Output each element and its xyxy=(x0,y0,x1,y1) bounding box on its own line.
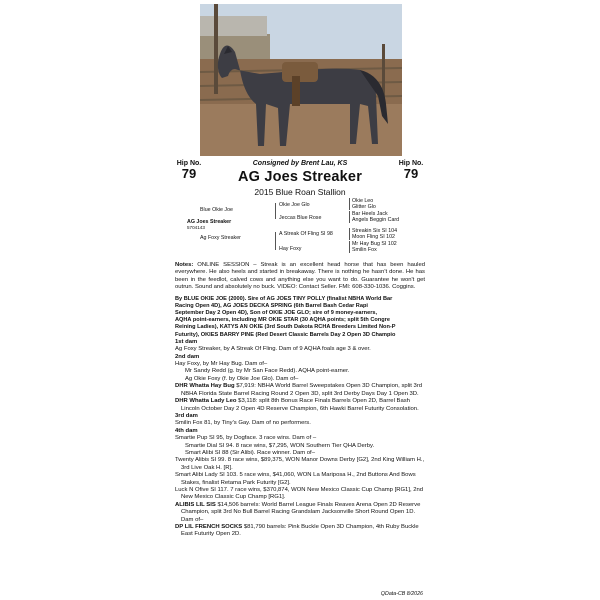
produce-name: ALIBIS LIL SIS xyxy=(175,501,216,508)
fourth-dam-heading: 4th dam xyxy=(175,427,198,434)
fourth-dam-line: Luck N Ofive SI 117. 7 race wins, $370,874, WON New Mexico Classic Cup Champ [RG1], 2nd New Mexico Classic Cup Champ [RG1]. xyxy=(175,486,424,501)
ped-ss: Okie Joe Glo xyxy=(279,202,310,208)
ped-sdd: Angels Beggin Card xyxy=(352,217,400,223)
produce-name: DP LIL FRENCH SOCKS xyxy=(175,524,243,530)
ped-dds: Mr Hay Bug SI 102 xyxy=(352,241,397,247)
first-dam-heading: 1st dam xyxy=(175,338,198,345)
ped-bracket-3 xyxy=(349,198,350,210)
ped-sire: Blue Okie Joe xyxy=(200,207,233,213)
sire-line: By BLUE OKIE JOE (2000). Sire of AG JOES TINY POLLY (finalist NBHA World Bar xyxy=(175,295,393,302)
notes-text: ONLINE SESSION – Streak is an excellent head horse that has been hauled everywhere. He also heels and started in breakaway. There is nothing he hasn't done. He has been in the feedlot, calved cows and anything else you want to do. Guarantee he won't get outrun. Sound and absolutely no buck. VIDEO: Contact Seller. FMI: 608-330-1036. Coggins. xyxy=(175,262,425,291)
ped-dsd: Moon Fling SI 102 xyxy=(352,234,395,240)
notes-label: Notes: xyxy=(175,262,194,268)
ped-reg-number: 5704143 xyxy=(187,225,205,230)
ped-bracket-1 xyxy=(275,203,276,219)
footer-credit: QData-CB 8/2026 xyxy=(380,591,423,597)
sire-line: Futurity), OKIES BARRY PINE (Red Desert Classic Barrels Day 2 Open 3D Champio xyxy=(175,331,396,338)
ped-bracket-2 xyxy=(275,232,276,250)
fourth-dam-line: Smartie Pup SI 95, by Dogface. 3 race wins. Dam of – xyxy=(175,435,317,442)
third-dam-text: Smilin Fox 81, by Tiny's Gay. Dam of no performers. xyxy=(175,420,311,427)
second-dam-heading: 2nd dam xyxy=(175,353,200,360)
ped-bracket-6 xyxy=(349,241,350,253)
fourth-dam-line: Twenty Alibis SI 99. 8 race wins, $89,375, WON Manor Downs Derby [G2], 2nd King William H., 3rd Live Oak H. [R]. xyxy=(175,457,425,471)
produce-record: $3,118: split 8th Bonus Race Finals Barrels Open 2D, Barrel Bash Lincoln October Day 2 Open 4D Reserve Champion, 6th Hawki Barrel Futurity Consolation. xyxy=(181,398,419,412)
first-dam-text: Ag Foxy Streaker, by A Streak Of Fling. Dam of 9 AQHA foals age 3 & over. xyxy=(175,346,371,353)
ped-dss: Streakin Six SI 104 xyxy=(352,228,398,234)
horse-image xyxy=(200,4,402,156)
fourth-dam-line: Smart Alibi Lady SI 103. 5 race wins, $41,060, WON La Mariposa H., 2nd Buttons And Bows Stakes, finalist Retama Park Futurity [G2]. xyxy=(175,472,416,486)
ped-ssd: Glitter Glo xyxy=(352,204,376,210)
horse-photo xyxy=(200,4,402,156)
ped-ds: A Streak Of Fling SI 98 xyxy=(279,231,333,237)
fourth-dam-line: Smart Alibi SI 88 (Sir Alibi). Race winner. Dam of– xyxy=(185,449,315,456)
produce-name: DHR Whatta Lady Leo xyxy=(175,398,237,405)
hip-value-left: 79 xyxy=(181,166,197,181)
ped-ddd: Smilin Fox xyxy=(352,247,377,253)
ped-bracket-5 xyxy=(349,228,350,240)
produce-entry xyxy=(175,502,425,524)
hip-value-right: 79 xyxy=(403,166,419,181)
produce-entry xyxy=(175,383,425,398)
sire-line: Racing Open 4D), AG JOES DECKA SPRING (6th Barrel Bash Cedar Rapi xyxy=(175,302,368,309)
hip-label-right: Hip No. xyxy=(398,160,424,167)
produce-record: $81,790 barrels: Pink Buckle Open 3D Champion, 4th Ruby Buckle East Futurity Open 2D. xyxy=(181,524,419,538)
sire-paragraph xyxy=(175,296,425,339)
notes-paragraph xyxy=(175,262,425,292)
second-dam-line: Ag Okie Foxy (f. by Okie Joe Glo). Dam of– xyxy=(185,375,299,382)
sire-line: Reining Ladies), KATYS AN OKIE (3rd South Dakota RCHA Breeders Limited Non-P xyxy=(175,324,396,331)
horse-description: 2015 Blue Roan Stallion xyxy=(254,187,346,197)
ped-dam: Ag Foxy Streaker xyxy=(200,235,241,241)
produce-entry xyxy=(175,398,425,413)
produce-record: $7,919: NBHA World Barrel Sweepstakes Open 3D Champion, split 3rd NBHA Florida State Barrel Racing Round 2 Open 3D, split 3rd Derby Days Day 1 Open 3D. xyxy=(181,383,423,397)
pedigree-chart xyxy=(175,198,425,258)
third-dam-heading: 3rd dam xyxy=(175,412,198,419)
produce-record: $14,506 barrels: World Barrel League Finals Reaves Arena Open 2D Reserve Champion, split 3rd No Bull Barrel Racing Grandslam Jacksonville Short Round Open 1D. Dam of– xyxy=(181,501,421,523)
consignor: Consigned by Brent Lau, KS xyxy=(252,160,348,167)
second-dam-line: Mr Sandy Redd (g. by Mr San Face Redd). AQHA point-earner. xyxy=(185,368,350,375)
hip-label-left: Hip No. xyxy=(176,160,202,167)
horse-name: AG Joes Streaker xyxy=(237,169,363,185)
ped-sss: Okie Leo xyxy=(352,198,374,204)
produce-name: DHR Whatta Hay Bug xyxy=(175,383,235,390)
ped-bracket-4 xyxy=(349,211,350,223)
produce-entry xyxy=(175,524,425,539)
ped-subject: AG Joes Streaker xyxy=(187,219,232,225)
fourth-dam-line: Smartie Dial SI 94. 8 race wins, $7,295, WON Southern Tier QHA Derby. xyxy=(185,442,375,449)
second-dam-line: Hay Foxy, by Mr Hay Bug. Dam of– xyxy=(175,361,268,368)
ped-dd: Hay Foxy xyxy=(279,246,302,252)
catalog-body xyxy=(175,262,425,539)
sire-line: September Day 2 Open 4D), Son of OKIE JOE GLO; sire of 9 money-earners, xyxy=(175,310,378,317)
ped-sd: Jeccas Blue Rose xyxy=(279,215,322,221)
sire-line: AQHA point-earners, including MR OKIE STAR (30 AQHA points; split 5th Congre xyxy=(175,317,390,324)
catalog-page xyxy=(175,0,425,600)
ped-sds: Bar Heels Jack xyxy=(352,211,388,217)
